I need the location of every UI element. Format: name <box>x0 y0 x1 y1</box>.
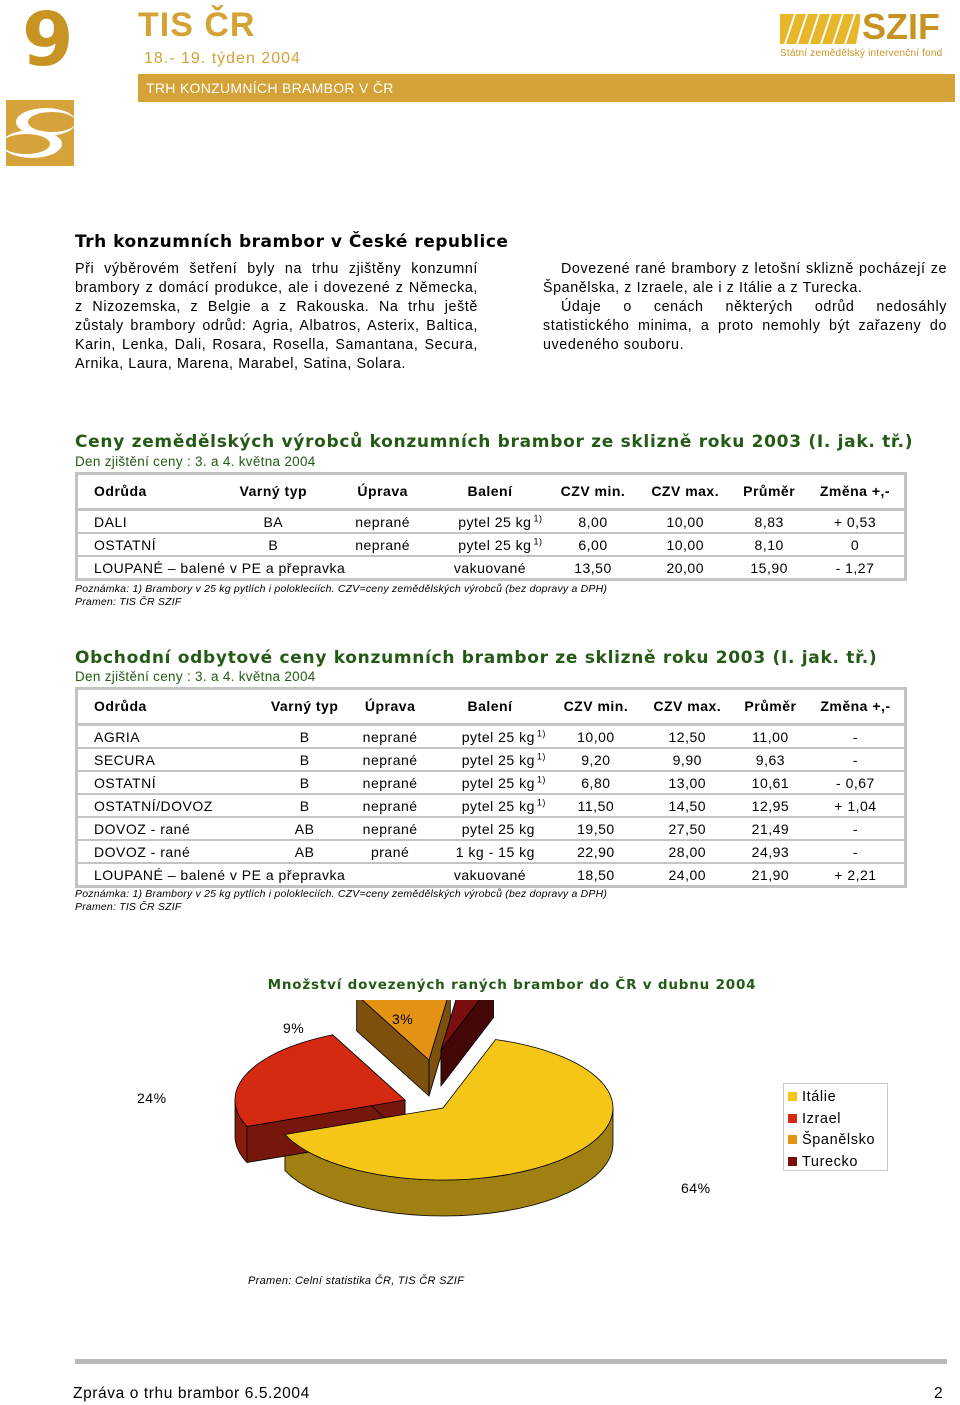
footnote-mark: 1) <box>536 750 546 761</box>
table-cell: 21,49 <box>751 820 790 837</box>
table-row <box>77 840 906 863</box>
table-cell: + 0,53 <box>833 513 877 530</box>
table-cell: 22,90 <box>577 843 615 860</box>
pie-value-label: 3% <box>392 1011 414 1027</box>
table-cell: 20,00 <box>666 559 704 576</box>
table-cell: B <box>299 751 310 768</box>
table-cell: neprané <box>355 513 411 530</box>
legend-swatch <box>788 1114 797 1123</box>
chart-legend <box>783 1083 888 1171</box>
table-cell: 15,90 <box>750 559 788 576</box>
table1-date: Den zjištění ceny : 3. a 4. května 2004 <box>75 454 316 469</box>
table-cell: - 1,27 <box>835 559 875 576</box>
table-cell: OSTATNÍ/DOVOZ <box>94 797 213 814</box>
table-cell: 8,10 <box>754 536 784 553</box>
table-cell: 1 kg - 15 kg <box>455 843 535 860</box>
table-cell: - <box>852 751 859 768</box>
table-cell: 28,00 <box>668 843 707 860</box>
table-cell: 11,50 <box>577 797 615 814</box>
source-text: Pramen: TIS ČR SZIF <box>75 901 182 913</box>
page-number: 2 <box>934 1385 944 1402</box>
footnote-mark: 1) <box>533 535 543 546</box>
column-header: Průměr <box>743 483 796 499</box>
table1-note <box>75 583 607 609</box>
table-cell: OSTATNÍ <box>94 774 157 791</box>
intro-right-paragraph: Údaje o cenách některých odrůd nedosáhly statistického minima, a proto nemohly být zařazeny do uvedeného souboru. <box>543 299 947 353</box>
table-cell: 13,50 <box>574 559 612 576</box>
column-header: CZV max. <box>651 483 720 499</box>
intro-left-paragraph: Při výběrovém šetření byly na trhu zjištěny konzumní brambory z domácí produkce, ale i dovezené z Německa, z Nizozemska, z Belgie a z Rakouska. Na trhu ještě zůstaly brambory odrůd: Agria, Albatros, Asterix, Baltica, Karin, Lenka, Dali, Rosara, Rosella, Samantana, Secura, Arnika, Laura, Marena, Marabel, Satina, Solara. <box>75 261 478 372</box>
table-cell <box>533 533 547 556</box>
header-bar-title: TRH KONZUMNÍCH BRAMBOR V ČR <box>146 80 394 96</box>
table-cell: 8,83 <box>754 513 784 530</box>
footer-divider <box>75 1359 947 1364</box>
table-cell: B <box>268 536 279 553</box>
table-cell: AB <box>294 843 315 860</box>
legend-label: Izrael <box>802 1110 842 1127</box>
legend-label: Turecko <box>802 1153 859 1170</box>
footnote-mark: 1) <box>536 727 546 738</box>
table-cell: neprané <box>362 797 418 814</box>
header-row <box>77 689 906 725</box>
column-header: Balení <box>467 483 513 499</box>
note-text: Poznámka: 1) Brambory v 25 kg pytlích i polokleciích. CZV=ceny zemědělských výrobců (bez dopravy a DPH) <box>75 888 608 900</box>
table-cell: 13,00 <box>668 774 707 791</box>
table-cell: - <box>852 820 859 837</box>
table-cell: + 1,04 <box>834 797 877 814</box>
table-row <box>77 533 906 556</box>
table-row <box>77 510 906 534</box>
table-cell: vakuované <box>453 559 527 576</box>
legend-swatch <box>788 1135 797 1144</box>
column-header: Balení <box>467 698 513 714</box>
table1-title: Ceny zemědělských výrobců konzumních brambor ze sklizně roku 2003 (I. jak. tř.) <box>75 432 914 452</box>
table-cell: 24,93 <box>751 843 790 860</box>
legend-item <box>788 1089 836 1105</box>
table-cell: pytel 25 kg <box>461 774 535 791</box>
table-cell: 9,20 <box>581 751 611 768</box>
footnote-mark: 1) <box>533 512 543 523</box>
brand-title: TIS ČR <box>138 6 256 44</box>
footer-text: Zpráva o trhu brambor 6.5.2004 <box>73 1385 310 1402</box>
table-cell: B <box>299 728 310 745</box>
legend-item <box>788 1154 858 1170</box>
column-header: Změna +,- <box>819 483 891 499</box>
table-cell: BA <box>263 513 284 530</box>
table-cell: neprané <box>362 820 418 837</box>
table-cell: 14,50 <box>668 797 707 814</box>
table2-date: Den zjištění ceny : 3. a 4. května 2004 <box>75 669 316 684</box>
table2-title: Obchodní odbytové ceny konzumních brambor ze sklizně roku 2003 (I. jak. tř.) <box>75 648 878 668</box>
column-header: Úprava <box>364 698 416 714</box>
table-cell: 9,90 <box>672 751 702 768</box>
table-cell: 0 <box>850 536 860 553</box>
week-label: 18.- 19. týden 2004 <box>144 50 301 67</box>
table-cell: B <box>299 774 310 791</box>
pie-value-label: 9% <box>283 1020 305 1036</box>
table-cell: - 0,67 <box>836 774 875 791</box>
table-cell <box>537 840 551 863</box>
table-cell <box>533 510 547 534</box>
table-cell: AB <box>294 820 315 837</box>
chart-title: Množství dovezených raných brambor do ČR v dubnu 2004 <box>267 977 757 993</box>
table-cell: neprané <box>362 751 418 768</box>
table-cell: - <box>852 843 859 860</box>
column-header: Odrůda <box>94 698 147 714</box>
szif-logo-subtitle: Státní zemědělský intervenční fond <box>780 48 943 59</box>
column-header: Průměr <box>744 698 797 714</box>
pie-value-label: 64% <box>681 1180 711 1196</box>
column-header: CZV max. <box>653 698 722 714</box>
table-cell: 10,00 <box>666 536 704 553</box>
table-row <box>77 556 906 580</box>
footnote-mark: 1) <box>536 773 546 784</box>
szif-logo-text: SZIF <box>862 6 940 47</box>
legend-label: Itálie <box>802 1089 837 1105</box>
note-text: Poznámka: 1) Brambory v 25 kg pytlích i polokleciích. CZV=ceny zemědělských výrobců (bez dopravy a DPH) <box>75 583 608 595</box>
source-text: Pramen: TIS ČR SZIF <box>75 596 182 608</box>
table-cell <box>537 748 551 771</box>
table-cell: pytel 25 kg <box>461 797 535 814</box>
issue-number: 9 <box>22 0 74 83</box>
column-header: Změna +,- <box>820 698 891 714</box>
table-cell: prané <box>370 843 410 860</box>
wholesale-price-table <box>75 687 907 888</box>
section-heading: Trh konzumních brambor v České republice <box>75 232 509 252</box>
szif-logo-icon <box>780 14 860 49</box>
potato-logo-icon <box>6 100 74 166</box>
table-cell <box>537 794 551 817</box>
table-cell: pytel 25 kg <box>461 751 535 768</box>
table-cell: pytel 25 kg <box>458 513 532 530</box>
table-cell: SECURA <box>94 751 156 768</box>
table-cell: 24,00 <box>668 866 707 883</box>
table-cell: 12,95 <box>751 797 790 814</box>
legend-swatch <box>788 1092 797 1101</box>
table-cell <box>537 817 551 840</box>
table-row <box>77 794 906 817</box>
table-cell: 6,00 <box>578 536 608 553</box>
producer-price-table <box>75 472 907 581</box>
table-cell: LOUPANÉ – balené v PE a přepravka <box>94 559 346 576</box>
table-cell: DOVOZ - rané <box>94 843 191 860</box>
table-cell: DOVOZ - rané <box>94 820 191 837</box>
legend-item <box>788 1111 841 1127</box>
table2-note <box>75 888 607 914</box>
table-cell: 19,50 <box>577 820 615 837</box>
legend-swatch <box>788 1157 797 1166</box>
table-row <box>77 817 906 840</box>
table-cell: 18,50 <box>577 866 615 883</box>
table-cell: 12,50 <box>668 728 707 745</box>
column-header: CZV min. <box>563 698 629 714</box>
table-cell: 6,80 <box>581 774 611 791</box>
column-header: Varný typ <box>239 483 308 499</box>
table-cell: DALI <box>94 513 128 530</box>
table-row <box>77 771 906 794</box>
table-cell: pytel 25 kg <box>458 536 532 553</box>
table-cell: 9,63 <box>755 751 786 768</box>
table-cell: pytel 25 kg <box>461 728 535 745</box>
table-cell: AGRIA <box>94 728 141 745</box>
column-header: Úprava <box>357 483 408 499</box>
pie-value-label: 24% <box>137 1090 167 1106</box>
intro-right-column <box>543 260 947 355</box>
table-cell: neprané <box>355 536 411 553</box>
table-cell: 27,50 <box>668 820 707 837</box>
table-cell: pytel 25 kg <box>461 820 535 837</box>
legend-label: Španělsko <box>802 1132 876 1148</box>
table-cell: OSTATNÍ <box>94 536 157 553</box>
table-cell: 10,00 <box>666 513 704 530</box>
table-cell: 8,00 <box>578 513 608 530</box>
intro-right-paragraph: Dovezené rané brambory z letošní sklizně pocházejí ze Španělska, z Izraele, ale i z Itálie a z Turecka. <box>543 261 947 296</box>
table-cell: 10,00 <box>577 728 615 745</box>
column-header: Varný typ <box>270 698 339 714</box>
table-cell: neprané <box>362 774 418 791</box>
header-row <box>77 474 906 510</box>
table-cell: 21,90 <box>751 866 790 883</box>
table-cell: + 2,21 <box>834 866 877 883</box>
header-bar <box>138 74 955 102</box>
column-header: CZV min. <box>560 483 626 499</box>
table-cell: - <box>852 728 859 745</box>
table-row <box>77 748 906 771</box>
table-cell: B <box>299 797 310 814</box>
table-cell: 10,61 <box>751 774 790 791</box>
table-row <box>77 725 906 749</box>
table-row <box>77 863 906 887</box>
chart-source: Pramen: Celní statistika ČR, TIS ČR SZIF <box>248 1275 465 1287</box>
table-cell <box>537 725 551 749</box>
column-header: Odrůda <box>94 483 147 499</box>
table-cell: 11,00 <box>752 728 789 745</box>
legend-item <box>788 1132 875 1148</box>
table-cell: vakuované <box>453 866 527 883</box>
footnote-mark: 1) <box>536 796 546 807</box>
table-cell: neprané <box>362 728 418 745</box>
table-cell: LOUPANÉ – balené v PE a přepravka <box>94 866 346 883</box>
table-cell <box>537 771 551 794</box>
